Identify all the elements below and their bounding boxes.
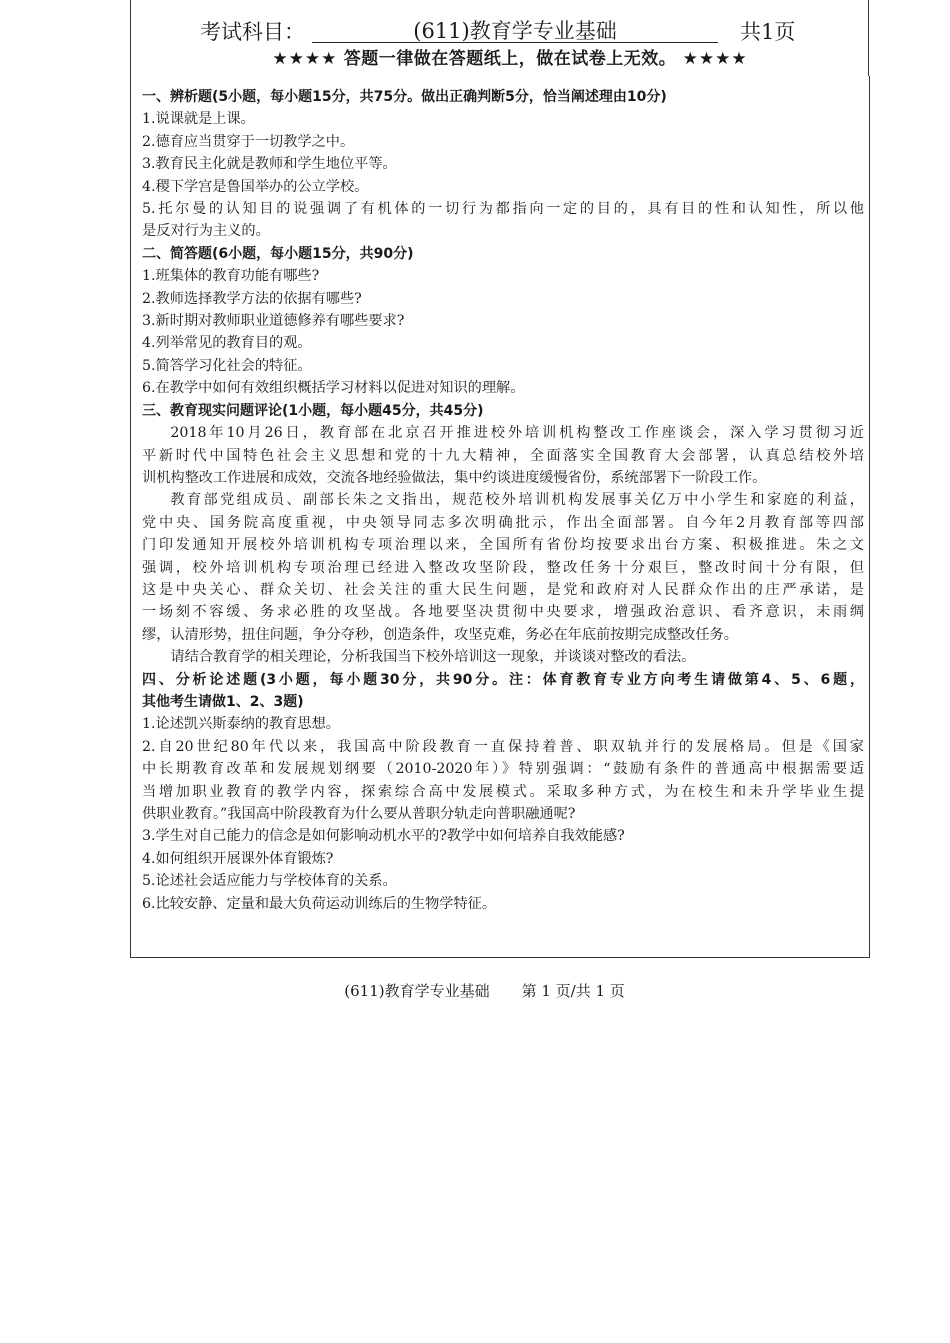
question-item: 6.比较安静、定量和最大负荷运动训练后的生物学特征。 — [142, 895, 497, 912]
passage-line: 门印发通知开展校外培训机构专项治理以来，全国所有省份均按要求出台方案、积极推进。朱之文 — [142, 537, 864, 554]
footer-subject: (611)教育学专业基础 — [344, 982, 490, 1000]
question-item: 是反对行为主义的。 — [142, 223, 270, 240]
section-title: 一、辨析题(5小题，每小题15分，共75分。做出正确判断5分，恰当阐述理由10分) — [142, 89, 667, 105]
passage-line: 平新时代中国特色社会主义思想和党的十九大精神，全面落实全国教育大会部署，认真总结校外培 — [142, 447, 864, 464]
frame-border-left — [130, 0, 131, 76]
question-item: 当增加职业教育的教学内容，探索综合高中发展模式。采取多种方式，为在校生和未升学毕业生提 — [142, 783, 864, 800]
subject-underline — [312, 12, 718, 43]
page-footer — [0, 962, 950, 1019]
passage-line: 2018年10月26日，教育部在北京召开推进校外培训机构整改工作座谈会，深入学习贯彻习近 — [170, 425, 864, 442]
question-item: 中长期教育改革和发展规划纲要（2010-2020年）》特别强调：“鼓励有条件的普通高中根据需要适 — [142, 761, 864, 778]
question-item: 3.新时期对教师职业道德修养有哪些要求? — [142, 313, 405, 330]
exam-header — [200, 12, 820, 46]
passage-line: 这是中央关心、群众关切、社会关注的重大民生问题，是党和政府对人民群众作出的庄严承诺，是 — [142, 581, 864, 598]
question-item: 2.自20世纪80年代以来，我国高中阶段教育一直保持着普、职双轨并行的发展格局。但是《国家 — [142, 738, 864, 755]
question-item: 3.教育民主化就是教师和学生地位平等。 — [142, 156, 397, 173]
section-title: 三、教育现实问题评论(1小题，每小题45分，共45分) — [142, 402, 484, 419]
passage-line: 一场刻不容缓、务求必胜的攻坚战。各地要坚决贯彻中央要求，增强政治意识、看齐意识，未雨绸 — [142, 604, 864, 621]
notice-stars-right: ★★★★ — [682, 49, 748, 69]
notice-stars-left: ★★★★ — [272, 49, 338, 69]
question-item: 5.论述社会适应能力与学校体育的关系。 — [142, 873, 397, 890]
question-item: 1.论述凯兴斯泰纳的教育思想。 — [142, 716, 340, 733]
question-item: 3.学生对自己能力的信念是如何影响动机水平的?教学中如何培养自我效能感? — [142, 828, 625, 845]
section-title-cont: 其他考生请做1、2、3题) — [142, 693, 304, 710]
question-item: 1.班集体的教育功能有哪些? — [142, 268, 320, 285]
notice-text: 答题一律做在答题纸上，做在试卷上无效。 — [343, 49, 677, 69]
passage-line: 请结合教育学的相关理论，分析我国当下校外培训这一现象，并谈谈对整改的看法。 — [170, 649, 696, 666]
question-item: 4.稷下学宫是鲁国举办的公立学校。 — [142, 178, 369, 195]
subject-name: (611)教育学专业基础 — [413, 19, 617, 43]
frame-border-right — [868, 0, 869, 76]
passage-line: 强调，校外培训机构专项治理已经进入整改攻坚阶段，整改任务十分艰巨，整改时间十分有限，但 — [142, 559, 864, 576]
footer-page-number: 第 1 页/共 1 页 — [521, 982, 625, 1000]
question-item: 5.简答学习化社会的特征。 — [142, 357, 312, 374]
question-item: 4.如何组织开展课外体育锻炼? — [142, 850, 334, 867]
section-title: 四、分析论述题(3小题，每小题30分，共90分。注：体育教育专业方向考生请做第4、5、6题， — [142, 671, 864, 688]
passage-line: 党中央、国务院高度重视，中央领导同志多次明确批示，作出全面部署。自今年2月教育部等四部 — [142, 514, 864, 531]
question-item: 1.说课就是上课。 — [142, 111, 255, 128]
section-title: 二、简答题(6小题，每小题15分，共90分) — [142, 245, 414, 262]
answer-notice — [200, 44, 820, 69]
passage-line: 教育部党组成员、副部长朱之文指出，规范校外培训机构发展事关亿万中小学生和家庭的利益， — [170, 492, 864, 509]
question-content — [142, 86, 864, 915]
page-count: 共1页 — [740, 20, 796, 44]
question-item: 2.教师选择教学方法的依据有哪些? — [142, 290, 362, 307]
passage-line: 缪，认清形势，扭住问题，争分夺秒，创造条件，攻坚克难，务必在年底前按期完成整改任务。 — [142, 626, 738, 643]
passage-line: 训机构整改工作进展和成效，交流各地经验做法，集中约谈进度缓慢省份，系统部署下一阶段工作。 — [142, 469, 767, 486]
question-item: 4.列举常见的教育目的观。 — [142, 335, 312, 352]
question-item: 2.德育应当贯穿于一切教学之中。 — [142, 133, 355, 150]
question-item: 5.托尔曼的认知目的说强调了有机体的一切行为都指向一定的目的，具有目的性和认知性，所以他 — [142, 201, 864, 218]
question-item: 供职业教育。”我国高中阶段教育为什么要从普职分轨走向普职融通呢? — [142, 806, 576, 822]
question-item: 6.在教学中如何有效组织概括学习材料以促进对知识的理解。 — [142, 380, 525, 397]
subject-label: 考试科目： — [200, 20, 305, 44]
